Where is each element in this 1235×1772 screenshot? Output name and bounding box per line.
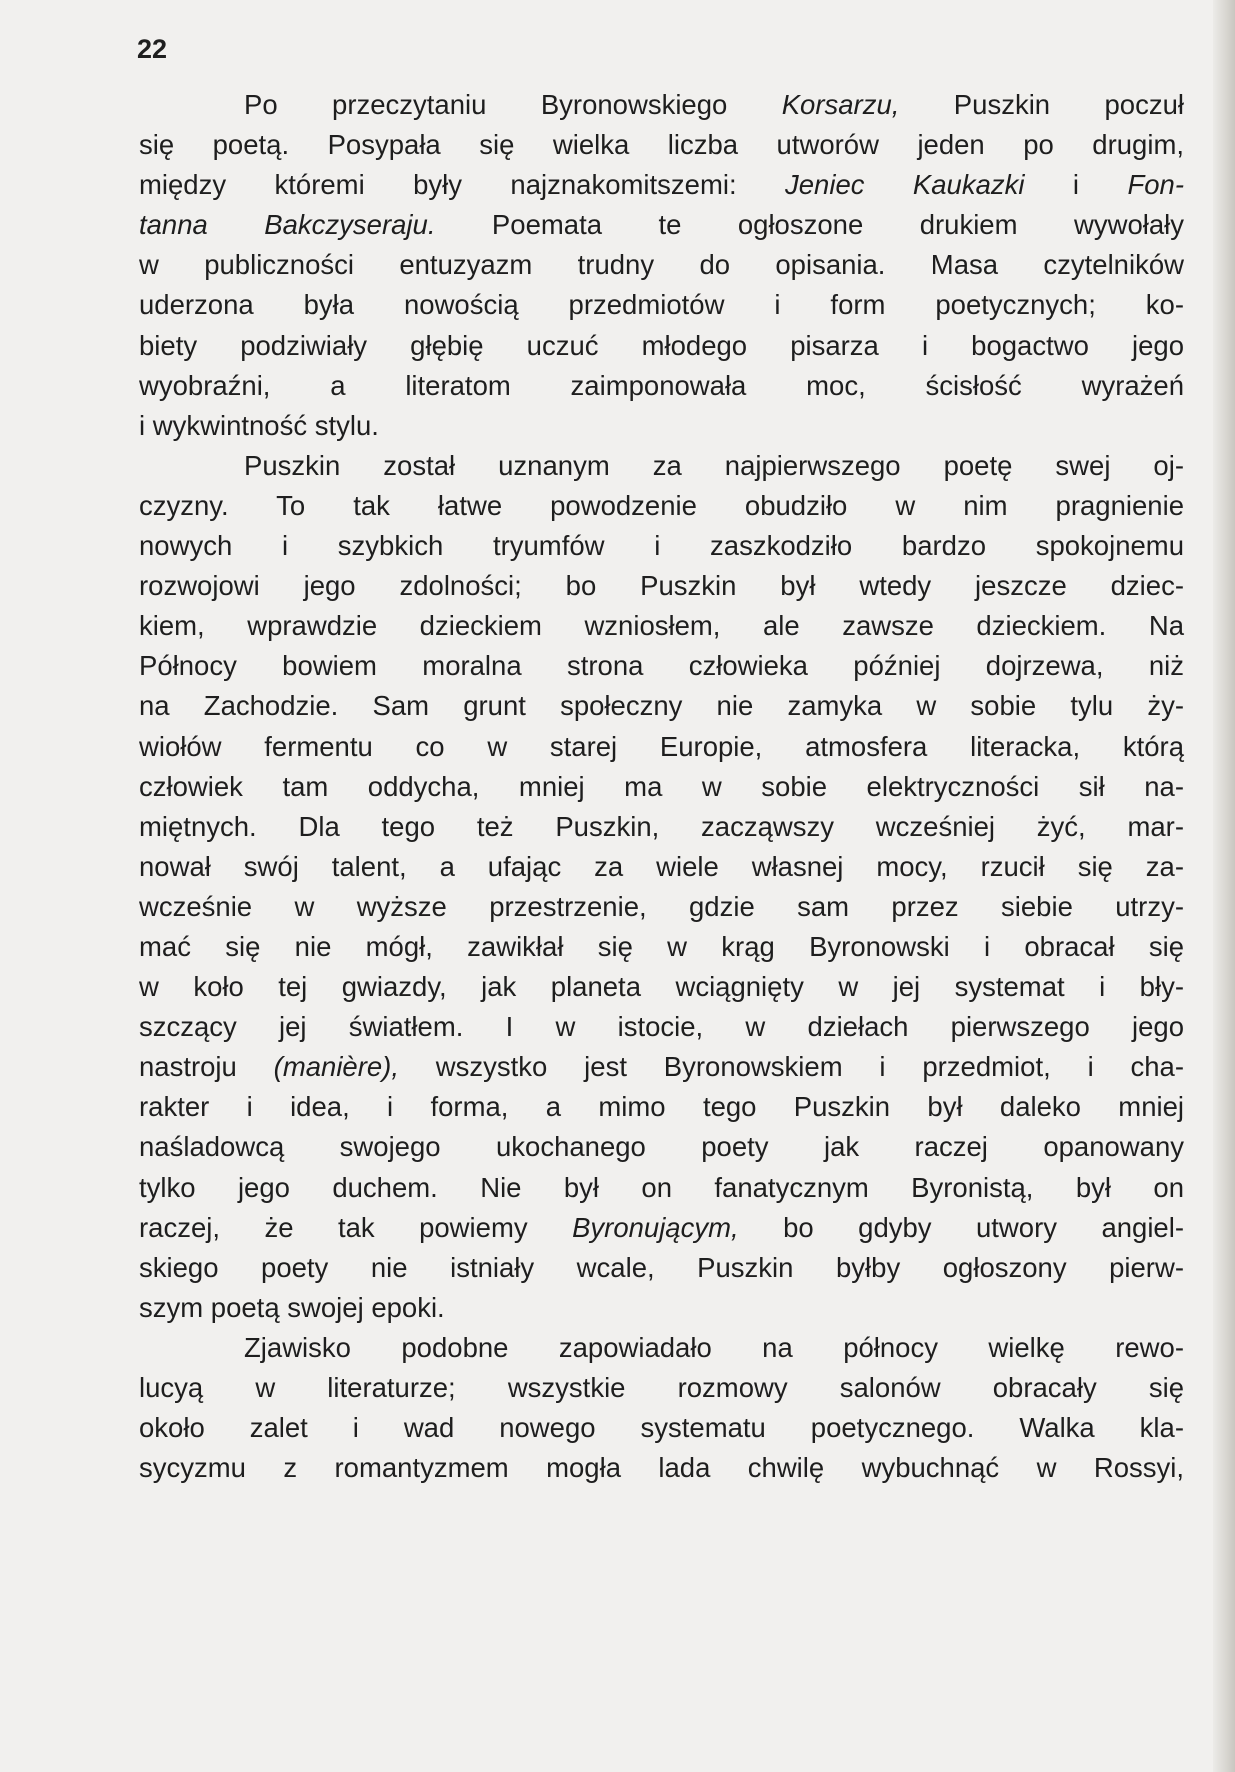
text-line: szym poetą swojej epoki.	[139, 1291, 445, 1323]
text-line: sycyzmu z romantyzmem mogła lada chwilę wybuchnąć w Rossyi,	[139, 1452, 1184, 1484]
text-line: się poetą. Posypała się wielka liczba utworów jeden po drugim,	[139, 129, 1184, 161]
text-line: Północy bowiem moralna strona człowieka później dojrzewa, niż	[139, 650, 1184, 682]
text-line: człowiek tam oddycha, mniej ma w sobie elektryczności sił na-	[139, 770, 1184, 802]
text-line: uderzona była nowością przedmiotów i form poetycznych; ko-	[139, 289, 1184, 321]
text-line: nastroju (manière), wszystko jest Byronowskiem i przedmiot, i cha-	[139, 1051, 1184, 1083]
text-line: nował swój talent, a ufając za wiele własnej mocy, rzucił się za-	[139, 850, 1184, 882]
text-line: około zalet i wad nowego systematu poetycznego. Walka kla-	[139, 1412, 1184, 1444]
text-line: czyzny. To tak łatwe powodzenie obudziło w nim pragnienie	[139, 489, 1184, 521]
text-line: i wykwintność stylu.	[139, 409, 379, 441]
text-line: wyobraźni, a literatom zaimponowała moc, ścisłość wyrażeń	[139, 369, 1184, 401]
text-line: naśladowcą swojego ukochanego poety jak raczej opanowany	[139, 1131, 1184, 1163]
page-edge	[1213, 0, 1235, 1772]
text-line: szczący jej światłem. I w istocie, w dziełach pierwszego jego	[139, 1011, 1184, 1043]
text-line: wcześnie w wyższe przestrzenie, gdzie sam przez siebie utrzy-	[139, 890, 1184, 922]
page-number: 22	[137, 34, 168, 64]
text-line: wiołów fermentu co w starej Europie, atmosfera literacka, którą	[139, 730, 1184, 762]
text-line: raczej, że tak powiemy Byronującym, bo gdyby utwory angiel-	[139, 1211, 1184, 1243]
text-line: w publiczności entuzyazm trudny do opisania. Masa czytelników	[139, 249, 1184, 281]
text-line: w koło tej gwiazdy, jak planeta wciągnięty w jej systemat i bły-	[139, 971, 1184, 1003]
text-line: na Zachodzie. Sam grunt społeczny nie zamyka w sobie tylu ży-	[139, 690, 1184, 722]
text-line: lucyą w literaturze; wszystkie rozmowy salonów obracały się	[139, 1372, 1184, 1403]
text-line: tylko jego duchem. Nie był on fanatycznym Byronistą, był on	[139, 1171, 1184, 1203]
text-line: kiem, wprawdzie dzieckiem wzniosłem, ale zawsze dzieckiem. Na	[139, 610, 1184, 642]
text-line: Puszkin został uznanym za najpierwszego poetę swej oj-	[244, 449, 1184, 481]
text-line: biety podziwiały głębię uczuć młodego pisarza i bogactwo jego	[139, 329, 1184, 361]
text-line: tanna Bakczyseraju. Poemata te ogłoszone drukiem wywołały	[139, 209, 1184, 241]
body-text	[139, 85, 1184, 1488]
text-line: Zjawisko podobne zapowiadało na północy wielkę rewo-	[244, 1331, 1184, 1363]
text-line: rozwojowi jego zdolności; bo Puszkin był wtedy jeszcze dziec-	[139, 570, 1184, 602]
text-line: rakter i idea, i forma, a mimo tego Puszkin był daleko mniej	[139, 1091, 1184, 1123]
text-line: miętnych. Dla tego też Puszkin, zacząwszy wcześniej żyć, mar-	[139, 810, 1184, 842]
text-line: nowych i szybkich tryumfów i zaszkodziło bardzo spokojnemu	[139, 530, 1184, 562]
text-line: Po przeczytaniu Byronowskiego Korsarzu, Puszkin poczuł	[244, 89, 1184, 120]
text-line: mać się nie mógł, zawikłał się w krąg Byronowski i obracał się	[139, 930, 1184, 962]
text-line: skiego poety nie istniały wcale, Puszkin byłby ogłoszony pierw-	[139, 1251, 1184, 1283]
text-line: między któremi były najznakomitszemi: Jeniec Kaukazki i Fon-	[139, 169, 1185, 201]
